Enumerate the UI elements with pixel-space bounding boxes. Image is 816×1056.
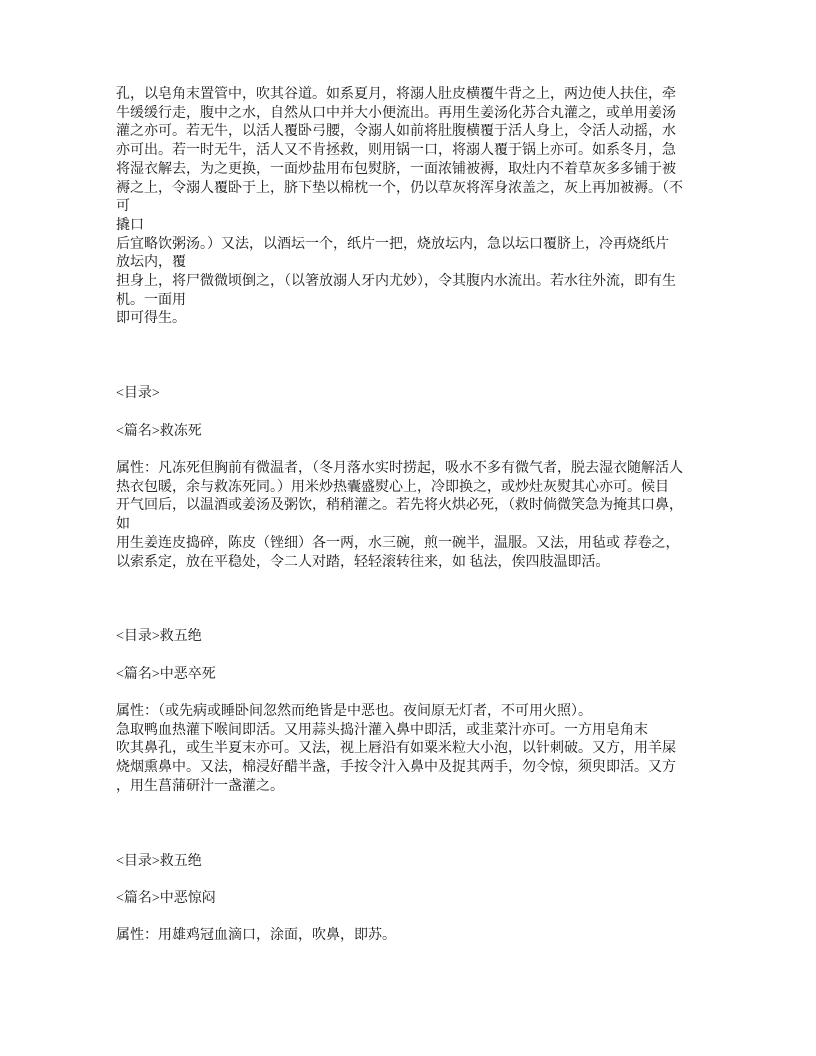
- text-line: 将湿衣解去，为之更换，一面炒盐用布包熨脐，一面浓铺被褥，取灶内不着草灰多多铺于被: [116, 161, 676, 177]
- text-line: 开气回后，以温酒或姜汤及粥饮，稍稍灌之。若先将火烘必死，（救时倘微笑急为掩其口鼻，: [116, 498, 683, 514]
- text-line: <目录>: [116, 386, 160, 402]
- text-line: <篇名>救冻死: [116, 423, 202, 439]
- text-line: 属性：用雄鸡冠血滴口，涂面，吹鼻，即苏。: [116, 928, 396, 944]
- text-line: 用生姜连皮捣碎，陈皮（锉细）各一两，水三碗，煎一碗半，温服。又法，用毡或 荐卷之，: [116, 535, 680, 551]
- text-line: 亦可出。若一时无牛，活人又不肯拯救，则用锅一口，将溺人覆于锅上亦可。如系冬月，急: [116, 143, 676, 159]
- text-line: [116, 684, 716, 703]
- text-line: 机。一面用: [116, 292, 186, 308]
- text-line: 可: [116, 199, 130, 215]
- text-line: <目录>救五绝: [116, 629, 202, 645]
- text-line: [116, 591, 716, 610]
- text-line: ，用生菖蒲研汁一盏灌之。: [116, 778, 284, 794]
- text-line: [116, 404, 716, 423]
- text-line: 担身上，将尸微微顷倒之，（以箸放溺人牙内尤妙），令其腹内水流出。若水往外流，即有生: [116, 274, 676, 290]
- text-line: 牛缓缓行走，腹中之水，自然从口中并大小便流出。再用生姜汤化苏合丸灌之，或单用姜汤: [116, 105, 676, 121]
- text-line: <篇名>中恶卒死: [116, 666, 216, 682]
- text-line: 热衣包暖，余与救冻死同。）用米炒热囊盛熨心上，冷即换之，或炒灶灰熨其心亦可。候目: [116, 479, 669, 495]
- text-line: [116, 572, 716, 591]
- text-line: 烧烟熏鼻中。又法，棉浸好醋半盏，手按令汁入鼻中及捉其两手，勿令惊，须臾即活。又方: [116, 760, 676, 776]
- text-line: 吹其鼻孔，或生半夏末亦可。又法，视上唇沿有如粟米粒大小泡，以针刺破。又方，用羊屎: [116, 741, 676, 757]
- text-line: 孔，以皂角末置管中，吹其谷道。如系夏月，将溺人肚皮横覆牛背之上，两边使人扶住，牵: [116, 87, 676, 102]
- text-line: [116, 797, 716, 816]
- text-line: [116, 909, 716, 928]
- text-line: 撬口: [116, 217, 144, 233]
- text-line: 如: [116, 517, 130, 533]
- text-line: 灌之亦可。若无牛，以活人覆卧弓腰，令溺人如前将肚腹横覆于活人身上，令活人动摇，水: [116, 124, 676, 140]
- text-line: 褥之上，令溺人覆卧于上，脐下垫以棉枕一个，仍以草灰将浑身浓盖之，灰上再加被褥。（不: [116, 180, 683, 196]
- document-text: [116, 86, 716, 946]
- text-line: <篇名>中恶惊闷: [116, 891, 216, 907]
- text-line: [116, 329, 716, 348]
- text-line: 后宜略饮粥汤。）又法，以酒坛一个，纸片一把，烧放坛内，急以坛口覆脐上，冷再烧纸片: [116, 236, 669, 252]
- text-line: [116, 647, 716, 666]
- text-line: <目录>救五绝: [116, 853, 202, 869]
- text-line: 以索系定，放在平稳处，令二人对踏，轻轻滚转往来，如 毡法，俟四肢温即活。: [116, 554, 610, 570]
- text-line: [116, 815, 716, 834]
- text-line: 属性：（或先病或睡卧间忽然而绝皆是中恶也。夜间原无灯者，不可用火照）。: [116, 704, 592, 720]
- text-line: [116, 367, 716, 386]
- text-line: [116, 834, 716, 853]
- text-line: [116, 610, 716, 629]
- text-line: 即可得生。: [116, 311, 186, 327]
- text-line: [116, 441, 716, 460]
- text-line: [116, 348, 716, 367]
- text-line: 急取鸭血热灌下喉间即活。又用蒜头捣汁灌入鼻中即活，或韭菜汁亦可。一方用皂角末: [116, 722, 648, 738]
- text-line: 放坛内，覆: [116, 255, 186, 271]
- text-line: [116, 871, 716, 890]
- text-line: 属性：凡冻死但胸前有微温者，（冬月落水实时捞起，吸水不多有微气者，脱去湿衣随解活人: [116, 460, 683, 476]
